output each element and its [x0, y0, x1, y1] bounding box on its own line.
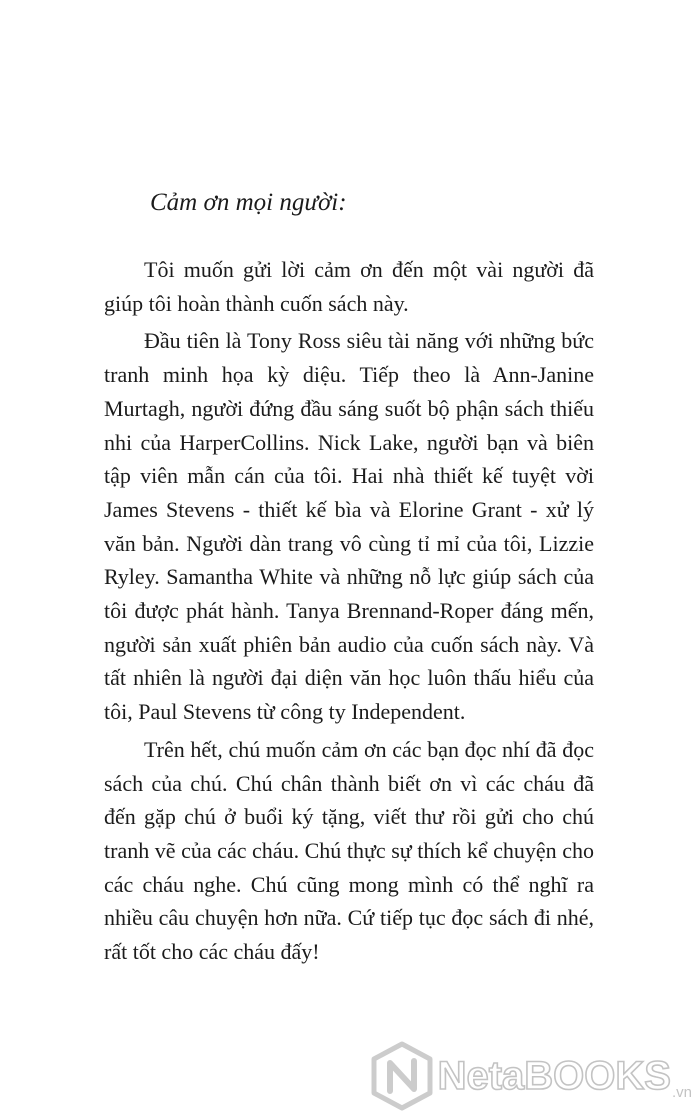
- body-text: [104, 253, 594, 973]
- watermark-suffix: .vn: [671, 1084, 692, 1101]
- paragraph-acknowledgements: Đầu tiên là Tony Ross siêu tài năng với những bức tranh minh họa kỳ diệu. Tiếp theo là Ann-Janine Murtagh, người đứng đầu sáng suốt bộ phận sách thiếu nhi của HarperCollins. Nick Lake, người bạn và biên tập viên mẫn cán của tôi. Hai nhà thiết kế tuyệt vời James Stevens - thiết kế bìa và Elorine Grant - xử lý văn bản. Người dàn trang vô cùng tỉ mỉ của tôi, Lizzie Ryley. Samantha White và những nỗ lực giúp sách của tôi được phát hành. Tanya Brennand-Roper đáng mến, người sản xuất phiên bản audio của cuốn sách này. Và tất nhiên là người đại diện văn học luôn thấu hiểu của tôi, Paul Stevens từ công ty Independent.: [104, 328, 594, 725]
- watermark-brand: NetaBOOKS: [437, 1054, 671, 1098]
- page-heading: Cảm ơn mọi người:: [150, 189, 347, 216]
- netabooks-hexagon-icon: [370, 1041, 434, 1111]
- paragraph-intro: Tôi muốn gửi lời cảm ơn đến một vài người đã giúp tôi hoàn thành cuốn sách này.: [104, 257, 594, 316]
- watermark-logo: [370, 1041, 692, 1111]
- paragraph-readers: Trên hết, chú muốn cảm ơn các bạn đọc nhí đã đọc sách của chú. Chú chân thành biết ơn vì các cháu đã đến gặp chú ở buổi ký tặng, viết thư rồi gửi cho chú tranh vẽ của các cháu. Chú thực sự thích kể chuyện cho các cháu nghe. Chú cũng mong mình có thể nghĩ ra nhiều câu chuyện hơn nữa. Cứ tiếp tục đọc sách đi nhé, rất tốt cho các cháu đấy!: [104, 736, 594, 965]
